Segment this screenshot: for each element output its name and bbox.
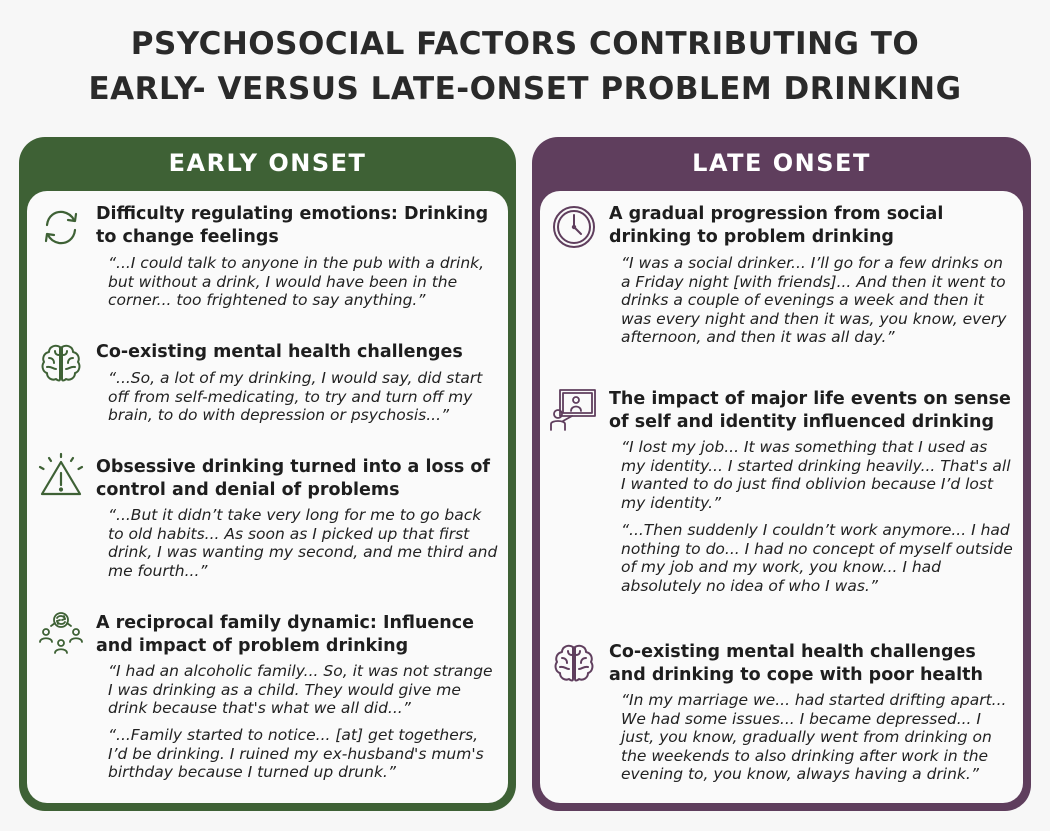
clock-icon bbox=[550, 203, 598, 251]
item-heading: A reciprocal family dynamic: Influence and impact of problem drinking bbox=[96, 613, 474, 656]
late-onset-panel bbox=[532, 137, 1031, 811]
item-quote: “...Family started to notice... [at] get togethers, I’d be drinking. I ruined my ex-husband's mum's birthday because I turned up drunk.” bbox=[108, 726, 484, 781]
item-heading: Obsessive drinking turned into a loss of control and denial of problems bbox=[96, 457, 491, 500]
item-heading: Co-existing mental health challenges bbox=[96, 342, 463, 362]
title-line-1: PSYCHOSOCIAL FACTORS CONTRIBUTING TO bbox=[130, 26, 920, 62]
early-onset-header: EARLY ONSET bbox=[168, 149, 367, 177]
family-network-icon bbox=[37, 610, 85, 658]
early-onset-body bbox=[27, 191, 508, 803]
brain-icon bbox=[37, 339, 85, 387]
recycle-arrows-icon bbox=[37, 203, 85, 251]
early-onset-panel bbox=[19, 137, 516, 811]
item-heading: A gradual progression from social drinking to problem drinking bbox=[609, 204, 944, 247]
warning-icon bbox=[37, 452, 85, 500]
late-onset-body bbox=[540, 191, 1023, 803]
item-quote: “I had an alcoholic family... So, it was not strange I was drinking as a child. They would give me drink because that's what we all did...” bbox=[108, 662, 493, 717]
page-title bbox=[0, 22, 1050, 112]
item-heading: Co-existing mental health challenges and drinking to cope with poor health bbox=[609, 642, 983, 685]
presentation-icon bbox=[550, 386, 598, 434]
item-quote: “I lost my job... It was something that I used as my identity... I started drinking heavily... That's all I wanted to do just find oblivion because I’d lost my identity.” bbox=[621, 438, 1011, 512]
item-quote: “In my marriage we... had started drifting apart... We had some issues... I became depressed... I just, you know, gradually went from drinking on the weekends to also drinking after work in the evening to, you know, always having a drink.” bbox=[621, 691, 1007, 783]
item-quote: “I was a social drinker... I’ll go for a few drinks on a Friday night [with friends]... And then it went to drinks a couple of evenings a week and then it was every night and then it was, you know, every afternoon, and then it was all day.” bbox=[621, 254, 1007, 346]
item-heading: Difficulty regulating emotions: Drinking to change feelings bbox=[96, 204, 489, 247]
title-line-2: EARLY- VERSUS LATE-ONSET PROBLEM DRINKING bbox=[88, 71, 962, 107]
item-quote: “...So, a lot of my drinking, I would say, did start off from self-medicating, to try and turn off my brain, to do with depression or psychosis...” bbox=[108, 369, 483, 424]
item-heading: The impact of major life events on sense of self and identity influenced drinking bbox=[609, 389, 1011, 432]
item-quote: “...I could talk to anyone in the pub with a drink, but without a drink, I would have been in the corner... too frightened to say anything.” bbox=[108, 254, 485, 309]
brain-icon bbox=[550, 639, 598, 687]
item-quote: “...But it didn’t take very long for me to go back to old habits... As soon as I picked up that first drink, I was wanting my second, and me third and me fourth...” bbox=[108, 506, 498, 580]
late-onset-header: LATE ONSET bbox=[692, 149, 871, 177]
item-quote: “...Then suddenly I couldn’t work anymore... I had nothing to do... I had no concept of myself outside of my job and my work, you know... I had absolutely no idea of who I was.” bbox=[621, 521, 1013, 595]
